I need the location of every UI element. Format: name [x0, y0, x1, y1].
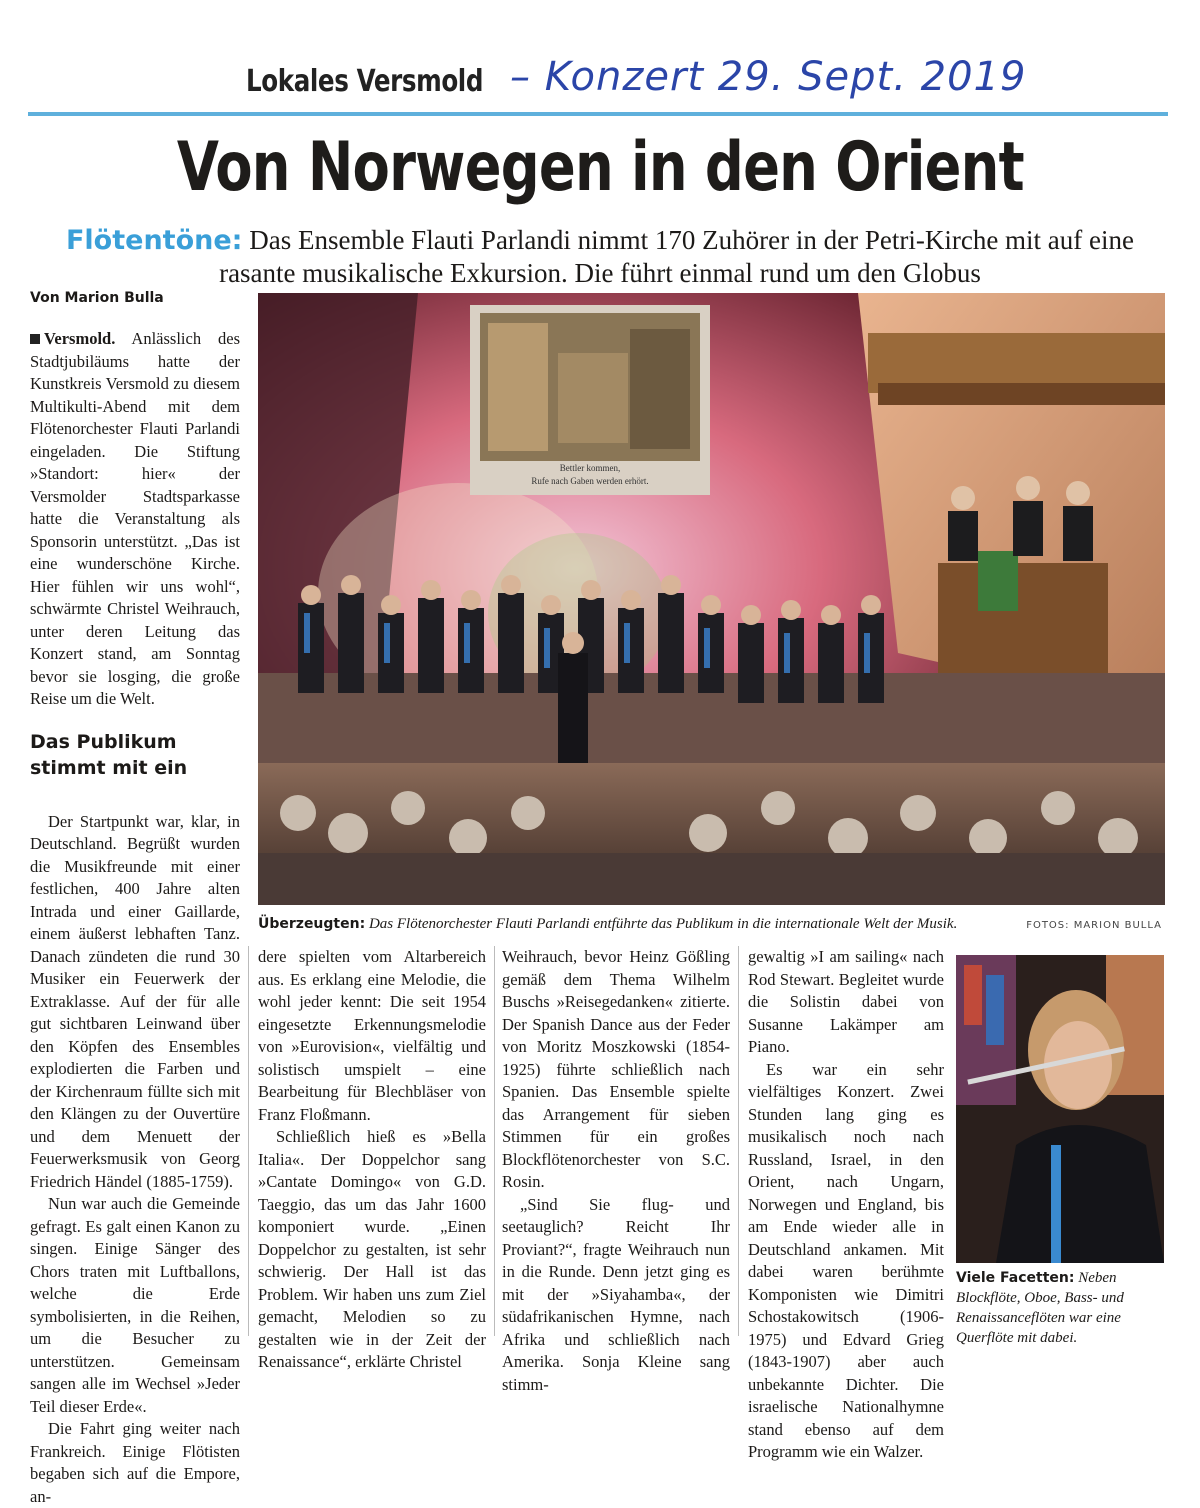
column-divider [248, 946, 249, 1336]
article-column-4 [748, 946, 944, 1464]
handwritten-note: – Konzert 29. Sept. 2019 [510, 54, 1027, 100]
paragraph: Die Fahrt ging weiter nach Frankreich. Einige Flötisten begaben sich auf die Empore, an- [30, 1419, 240, 1506]
dateline: Versmold. [44, 329, 116, 348]
concert-photo [258, 293, 1165, 905]
paragraph: Der Startpunkt war, klar, in Deutschland. Begrüßt wurden die Musikfreunde mit einer festlichen, 400 Jahre alten Intrada und einer Gaillarde, einem äußerst lebhaften Tanz. Danach zündeten die rund 30 Musiker ein Feuerwerk der Extraklasse. Auf der für alle gut sichtbaren Leinwand über den Köpfen des Ensembles explodierten die Farben und der Kirchenraum füllte sich mit den Klängen zu der Ouvertüre und dem Menuett der Feuerwerksmusik von Georg Friedrich Händel (1885-1759). [30, 811, 240, 1191]
subline-text: Das Ensemble Flauti Parlandi nimmt 170 Zuhörer in der Petri-Kirche mit auf eine rasante musikalische Exkursion. Die führt einmal rund um den Globus [219, 225, 1134, 288]
subhead: Das Publikum stimmt mit ein [30, 730, 188, 779]
lead-paragraph [30, 328, 240, 711]
column-divider [738, 946, 739, 1336]
kicker: Flötentöne: [65, 225, 243, 256]
side-caption-text: Neben Blockflöte, Oboe, Bass- und Renaissanceflöten war eine Querflöte mit dabei. [956, 1270, 1124, 1346]
photo-credit: FOTOS: MARION BULLA [1026, 920, 1162, 931]
header-rule [28, 112, 1168, 116]
paragraph: Schließlich hieß es »Bella Italia«. Der Doppelchor sang »Cantate Domingo« von G.D. Taeggio, das um das Jahr 1600 komponiert wurde. „Einen Doppelchor zu gestalten, ist sehr schwierig. Der Hall ist das Problem. Wir haben uns zum Ziel gemacht, Melodien so zu gestalten wie in der Zeit der Renaissance“, erklärte Christel [258, 1127, 486, 1371]
section-title: Lokales Versmold [246, 64, 484, 99]
paragraph: Es war ein sehr vielfältiges Konzert. Zwei Stunden lang ging es musikalisch noch nach Russland, Israel, in den Orient, nach Ungarn, Norwegen und England, bis am Ende wieder alle in Deutschland ankamen. Mit dabei waren berühmte Komponisten wie Dimitri Schostakowitsch (1906-1975) und Edvard Grieg (1843-1907) aber auch unbekannte Dichter. Die israelische Nationalhymne stand ebenso auf dem Programm wie ein Walzer. [748, 1059, 944, 1461]
lead-text: Anlässlich des Stadtjubiläums hatte der Kunstkreis Versmold zu diesem Multikulti-Abend mit dem Flötenorchester Flauti Parlandi eingeladen. Die Stiftung »Standort: hier« der Versmolder Stadtsparkasse hatte die Veranstaltung als Sponsorin unterstützt. „Das ist eine wunderschöne Kirche. Hier fühlen wir uns wohl“, schwärmte Christel Weihrauch, unter deren Leitung das Konzert stand, am Sonntag bevor sie losging, die große Reise um die Welt. [30, 329, 241, 708]
column-divider [494, 946, 495, 1336]
bullet-marker-icon [30, 334, 40, 344]
paragraph: gewaltig »I am sailing« nach Rod Stewart. Begleitet wurde die Solistin dabei von Susanne Lakämper am Piano. [748, 947, 944, 1056]
main-caption [258, 914, 978, 934]
paragraph: dere spielten vom Altarbereich aus. Es erklang eine Melodie, die wohl jeder kennt: Die seit 1954 eingesetzte Erkennungsmelodie von »Eurovision«, vielfältig und solistisch umspielt – eine Bearbeitung für Blechbläser von Franz Floßmann. [258, 947, 486, 1124]
side-caption [956, 1268, 1166, 1348]
side-caption-lead: Viele Facetten: [956, 1270, 1075, 1286]
headline-text: Von Norwegen in den Orient [176, 128, 1024, 207]
paragraph: Nun war auch die Gemeinde gefragt. Es galt einen Kanon zu singen. Einige Sänger des Chors traten mit Luftballons, welche die Erde symbolisierten, in die Reihen, um die Besucher zu unterstützen. Gemeinsam sangen alle im Wechsel »Jeder Teil dieser Erde«. [30, 1194, 240, 1416]
paragraph: Weihrauch, bevor Heinz Gößling gemäß dem Thema Wilhelm Buschs »Reisegedanken« zitierte. Der Spanish Dance aus der Feder von Moritz Moszkowski (1854-1925) führte schließlich nach Spanien. Das Ensemble spielte das Arrangement für sieben Stimmen für ein großes Blockflötenorchester von S.C. Rosin. [502, 947, 730, 1191]
article-column-3 [502, 946, 730, 1396]
screen-text-2: Rufe nach Gaben werden erhört. [531, 476, 649, 486]
article-column-1 [30, 328, 240, 1508]
main-caption-text: Das Flötenorchester Flauti Parlandi entführte das Publikum in die internationale Welt der Musik. [368, 916, 958, 932]
screen-text-1: Bettler kommen, [559, 463, 621, 473]
headline [0, 128, 1200, 207]
byline: Von Marion Bulla [30, 290, 164, 306]
paragraph: „Sind Sie flug- und seetauglich? Reicht Ihr Proviant?“, fragte Weihrauch nun in die Runde. Denn jetzt ging es mit der »Siyahamba«, der südafrikanischen Hymne, nach Afrika und schließlich nach Amerika. Sonja Kleine sang stimm- [502, 1194, 730, 1394]
subline [40, 224, 1160, 290]
main-caption-lead: Überzeugten: [258, 916, 366, 932]
flutist-photo [956, 955, 1164, 1263]
article-column-2 [258, 946, 486, 1374]
